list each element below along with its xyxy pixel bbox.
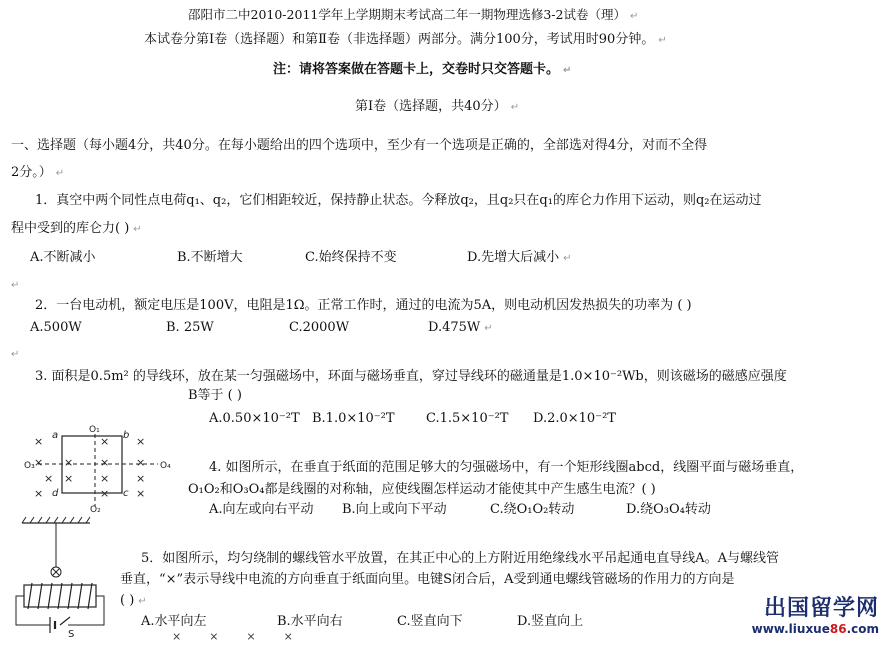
- q3-line-2: B等于 ( ): [188, 388, 242, 403]
- label-o4: O₄: [160, 461, 171, 471]
- q4-option-a: A.向左或向右平动: [209, 502, 314, 517]
- q2-option-a: A.500W: [30, 320, 82, 335]
- q3-line-1: 3. 面积是0.5m² 的导线环，放在某一匀强磁场中，环面与磁场垂直，穿过导线环的磁通量是1.0×10⁻²Wb，则该磁场的磁感应强度: [35, 369, 787, 384]
- watermark-logo: [752, 591, 879, 636]
- q4-line-2: O₁O₂和O₃O₄都是线圈的对称轴，应使线圈怎样运动才能使其中产生感生电流？( ): [188, 482, 656, 497]
- blank-return-2: ↵: [11, 349, 20, 360]
- q1-option-d: D.先增大后减小 ↵: [467, 250, 572, 265]
- q2-option-c: C.2000W: [289, 320, 350, 335]
- q3-option-a: A.0.50×10⁻²T: [209, 411, 300, 426]
- q3-option-b: B.1.0×10⁻²T: [312, 411, 395, 426]
- q5-option-c: C.竖直向下: [397, 614, 463, 629]
- q3-option-d: D.2.0×10⁻²T: [533, 411, 616, 426]
- svg-text:×: ×: [100, 435, 110, 448]
- svg-text:×: ×: [64, 456, 74, 469]
- cropped-crosses: × × × ×: [172, 630, 293, 643]
- label-a: a: [52, 430, 59, 441]
- q5-option-d: D.竖直向上: [517, 614, 584, 629]
- q1-line-1: 1．真空中两个同性点电荷q₁、q₂，它们相距较近，保持静止状态。今释放q₂，且q₂只在q₁的库仑力作用下运动，则q₂在运动过: [35, 193, 762, 208]
- switch-s: [60, 617, 70, 625]
- svg-text:×: ×: [44, 472, 54, 485]
- blank-return-1: ↵: [11, 280, 20, 291]
- svg-text:×: ×: [64, 472, 74, 485]
- label-c: c: [123, 488, 129, 499]
- q5-option-b: B.水平向右: [277, 614, 343, 629]
- q1-option-c: C.始终保持不变: [305, 250, 397, 265]
- q5-line-3: ( ) ↵: [120, 593, 147, 608]
- label-o1: O₁: [89, 425, 100, 435]
- q5-line-1: 5．如图所示，均匀绕制的螺线管水平放置，在其正中心的上方附近用绝缘线水平吊起通电直导线A。A与螺线管: [141, 551, 780, 566]
- svg-text:×: ×: [136, 435, 146, 448]
- q1-line-2: 程中受到的库仑力( ) ↵: [11, 221, 142, 236]
- q5-option-a: A.水平向左: [141, 614, 207, 629]
- q1-option-b: B.不断增大: [177, 250, 243, 265]
- svg-text:×: ×: [136, 472, 146, 485]
- q4-option-b: B.向上或向下平动: [342, 502, 447, 517]
- svg-text:×: ×: [100, 456, 110, 469]
- q4-magnetic-field-figure: [24, 425, 190, 515]
- svg-text:×: ×: [34, 435, 44, 448]
- exam-notice: 注：请将答案做在答题卡上，交卷时只交答题卡。 ↵: [273, 62, 572, 77]
- exam-info: 本试卷分第Ⅰ卷（选择题）和第Ⅱ卷（非选择题）两部分。满分100分，考试用时90分钟。 ↵: [144, 32, 667, 47]
- q2-line-1: 2．一台电动机，额定电压是100V，电阻是1Ω。正常工作时，通过的电流为5A，则电动机因发热损失的功率为 ( ): [35, 298, 692, 313]
- svg-text:×: ×: [34, 487, 44, 500]
- label-o3: O₃: [24, 461, 35, 471]
- label-d: d: [52, 488, 59, 499]
- q2-option-b: B. 25W: [166, 320, 214, 335]
- q4-option-d: D.绕O₃O₄转动: [626, 502, 711, 517]
- instructions-line-1: 一、选择题（每小题4分，共40分。在每小题给出的四个选项中，至少有一个选项是正确的，全部选对得4分，对而不全得: [11, 138, 708, 153]
- watermark-url: www.liuxue86.com: [751, 622, 879, 636]
- q1-option-a: A.不断减小: [30, 250, 96, 265]
- q3-option-c: C.1.5×10⁻²T: [426, 411, 509, 426]
- svg-text:×: ×: [100, 487, 110, 500]
- svg-text:×: ×: [136, 456, 146, 469]
- q2-option-d: D.475W ↵: [428, 320, 493, 335]
- label-b: b: [123, 430, 130, 441]
- q4-option-c: C.绕O₁O₂转动: [490, 502, 575, 517]
- svg-text:×: ×: [136, 487, 146, 500]
- instructions-line-2: 2分。） ↵: [11, 165, 65, 180]
- svg-text:×: ×: [34, 456, 44, 469]
- label-o2: O₂: [90, 505, 101, 515]
- q5-solenoid-figure: [10, 513, 120, 638]
- q4-line-1: 4. 如图所示，在垂直于纸面的范围足够大的匀强磁场中，有一个矩形线圈abcd，线圈平面与磁场垂直，: [209, 460, 804, 475]
- watermark-name: 出国留学网: [763, 596, 879, 621]
- exam-title: 邵阳市二中2010-2011学年上学期期末考试高二年一期物理选修3-2试卷（理） ↵: [188, 7, 639, 22]
- q5-line-2: 垂直，“×”表示导线中电流的方向垂直于纸面向里。电键S闭合后，A受到通电螺线管磁场的作用力的方向是: [120, 572, 735, 587]
- section-title: 第Ⅰ卷（选择题，共40分） ↵: [355, 99, 520, 114]
- svg-text:×: ×: [100, 472, 110, 485]
- label-switch: S: [68, 629, 75, 640]
